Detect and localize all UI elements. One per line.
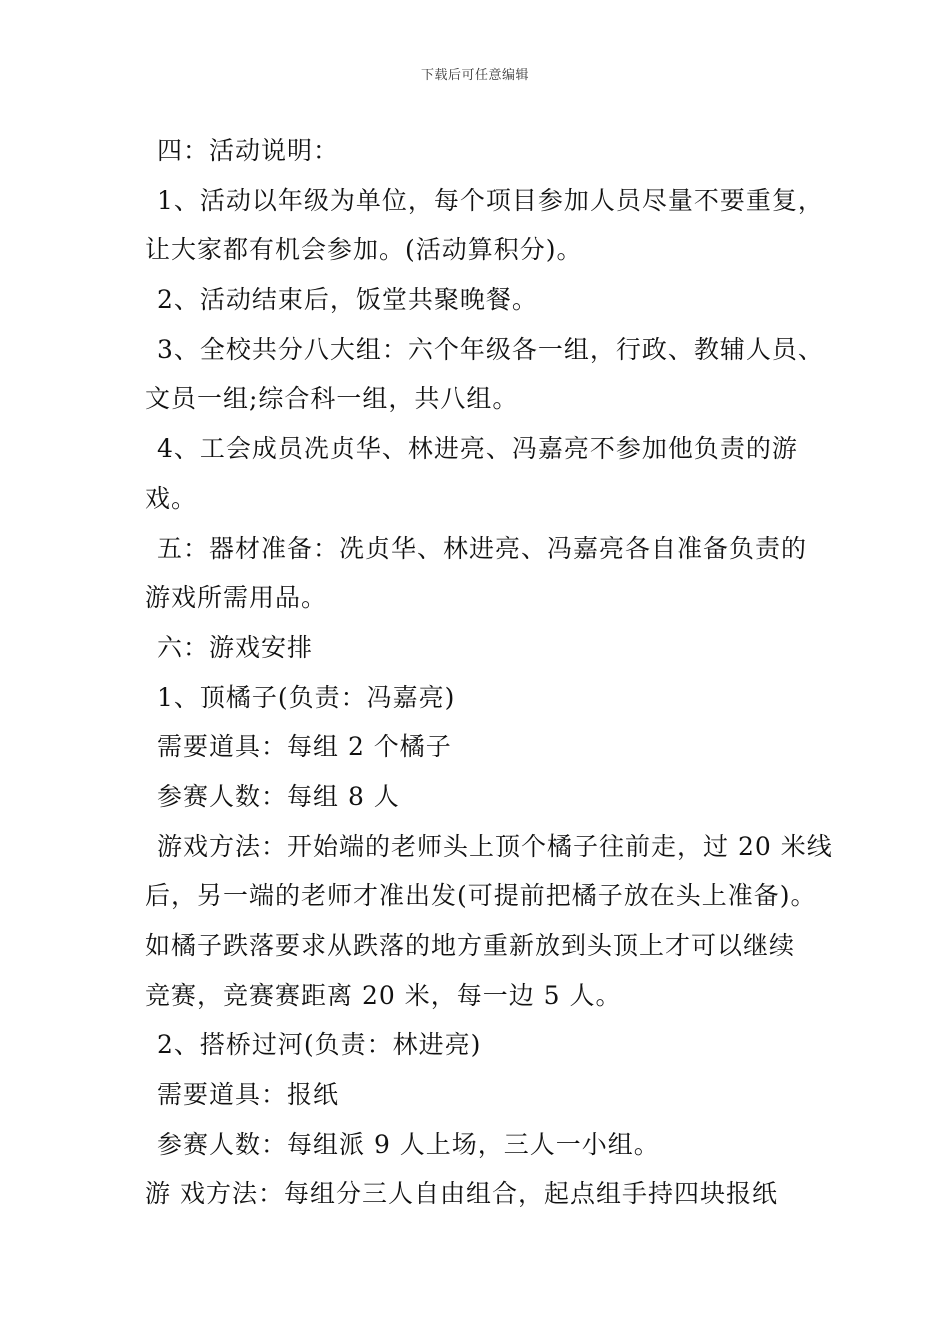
paragraph-line: 参赛人数：每组派 9 人上场，三人一小组。: [157, 1129, 660, 1159]
paragraph-line: 文员一组;综合科一组，共八组。: [145, 384, 519, 414]
paragraph-line: 3、全校共分八大组：六个年级各一组，行政、教辅人员、: [157, 334, 824, 364]
paragraph-line: 戏。: [145, 483, 198, 513]
document-body: [145, 126, 833, 1219]
game-title: 2、搭桥过河(负责：林进亮): [157, 1030, 482, 1060]
paragraph-line: 需要道具：报纸: [157, 1080, 340, 1110]
paragraph-line: 如橘子跌落要求从跌落的地方重新放到头顶上才可以继续: [145, 931, 796, 960]
game-title: 1、顶橘子(负责：冯嘉亮): [157, 682, 456, 712]
section-heading-game-arrangement: 六：游戏安排: [157, 632, 314, 662]
page-header: 下载后可任意编辑: [420, 68, 529, 83]
section-heading-activity-notes: 四：活动说明：: [157, 136, 340, 165]
paragraph-line: 游戏方法：开始端的老师头上顶个橘子往前走，过 20 米线: [157, 831, 833, 861]
paragraph-line: 竞赛，竞赛赛距离 20 米，每一边 5 人。: [145, 980, 622, 1010]
paragraph-line: 让大家都有机会参加。(活动算积分)。: [145, 235, 583, 265]
paragraph-line: 4、工会成员冼贞华、林进亮、冯嘉亮不参加他负责的游: [157, 434, 798, 464]
paragraph-line: 后，另一端的老师才准出发(可提前把橘子放在头上准备)。: [145, 881, 817, 911]
paragraph-line: 参赛人数：每组 8 人: [157, 781, 400, 811]
paragraph-line: 1、活动以年级为单位，每个项目参加人员尽量不要重复，: [157, 185, 824, 215]
paragraph-line: 游戏所需用品。: [145, 583, 328, 613]
paragraph-line: 游 戏方法：每组分三人自由组合，起点组手持四块报纸: [145, 1179, 778, 1209]
paragraph-line: 2、活动结束后，饭堂共聚晚餐。: [157, 285, 538, 315]
paragraph-line: 需要道具：每组 2 个橘子: [157, 732, 452, 762]
section-heading-equipment: 五：器材准备：冼贞华、林进亮、冯嘉亮各自准备负责的: [157, 533, 808, 563]
